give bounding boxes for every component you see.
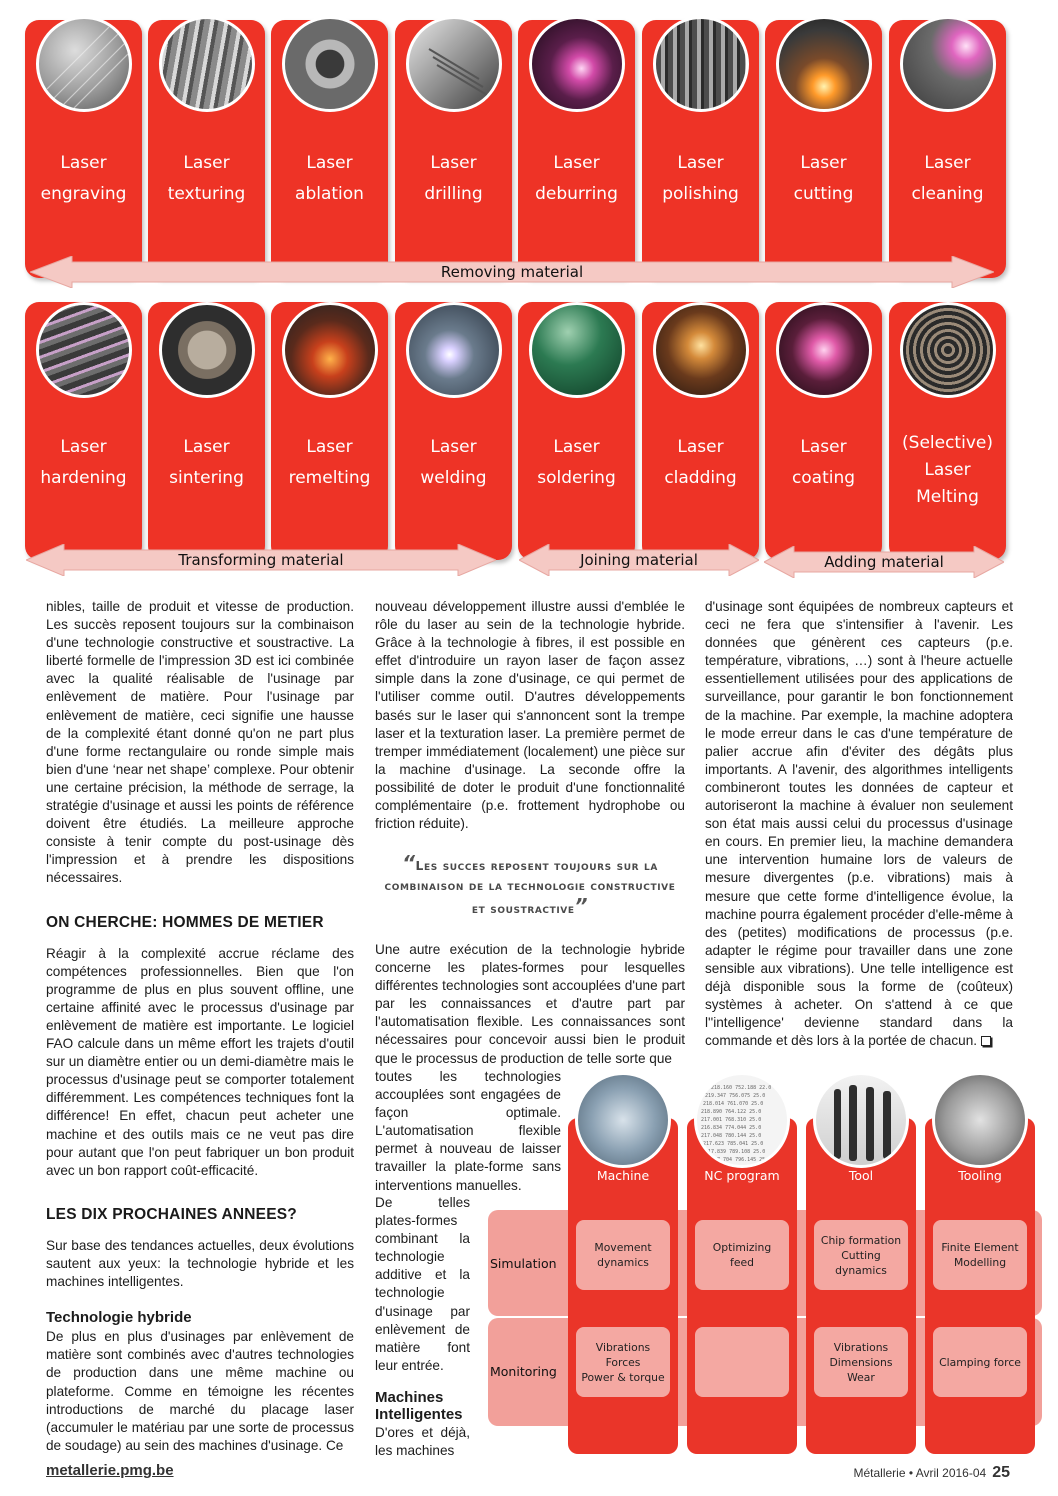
card-laser-engraving [25,20,142,278]
removing-material-arrow [30,256,994,288]
paragraph: nouveau développement illustre aussi d'emblée le rôle du laser au sein de la technologie hybride. Grâce à la technologie à fibres, il est possible en effet d'introduire un rayon laser de façon assez simple dans la zone d'usinage, ce qui permet de l'utiliser comme outil. D'autres développements basés sur le laser qui s'annoncent sont la trempe laser et la texturation laser. La première permet de tremper immédiatement (localement) une pièce sur la machine d'usinage. La seconde offre la possibilité de doter le produit d'une fonctionnalité complémentaire (p.e. frottement hydrophobe ou friction réduite). [375,599,685,832]
cell-simulation-machine: Movement dynamics [576,1220,670,1290]
paragraph: toutes les technologies accouplées sont engagées de façon optimale. L'automatisation flexible permet à nouveau de laisser travailler la plate-forme sans interventions manuelles. [375,1069,561,1193]
svg-text:218.160 752.188 22.0: 218.160 752.188 22.0 [711,1085,772,1091]
svg-text:217.048 780.144 25.0: 217.048 780.144 25.0 [701,1133,762,1139]
machine-photo [575,1072,671,1168]
card-label: Laser cleaning [911,153,984,204]
pull-quote-text: Les succes reposent toujours sur la combinaison de la technologie constructive et soustractive [384,859,676,916]
card-laser-polishing [642,20,759,278]
engraving-photo [36,16,132,112]
cladding-photo [653,302,749,398]
cleaning-photo [900,16,996,112]
column-2-top [375,598,685,833]
open-quote-mark: “ [402,851,416,875]
laser-processes-diagram [0,0,1058,585]
cell-monitoring-tooling: Clamping force [933,1327,1027,1397]
paragraph: d'usinage sont équipées de nombreux capteurs et ceci ne fera que s'intensifier à l'avenir. Les données que génèrent ces capteurs (p.e. température, vibrations, …) sont à l'heure actuelle essentiellement utilisées pour des applications de surveillance, pour garantir le bon fonctionnement de la machine. Par exemple, la machine adoptera le mode erreur dans le cas d'une température de palier accrue afin d'éviter des dégâts plus importants. A l'avenir, des algorithmes intelligents combineront toutes les données de capteur et autoriseront la machine à évaluer non seulement son état mais aussi celui du processus d'usinage en cours. En premier lieu, la machine demandera une intervention humaine lors de valeurs de mesure divergentes (p.e. vibrations) mais à mesure que cette forme d'intelligence évolue, la machine pourra également procéder d'elle-même à des (petites) modifications de processus (p.e. adapter le régime pour travailler dans une zone sensible aux vibrations). Une telle intelligence est déjà disponible sous la forme de (coûteux) systèmes à acheter. On s'attend à ce que l''intelligence' devienne standard dans la commande et dès lors à la portée de chacun. [705,599,1013,1049]
svg-text:217.704 796.145 25.0: 217.704 796.145 25.0 [711,1157,772,1163]
card-label: Laser cladding [664,437,737,488]
pull-quote [376,853,684,919]
column-2-wrap-b [375,1194,470,1460]
card-label: Laser texturing [167,153,246,204]
cutting-photo [776,16,872,112]
subheading: Technologie hybride [46,1309,192,1327]
page-footer [853,1464,1010,1482]
svg-text:219.347 756.075 25.0: 219.347 756.075 25.0 [705,1093,766,1099]
ablation-photo [282,16,378,112]
paragraph: D'ores et déjà, les machines [375,1424,470,1459]
section-heading: ON CHERCHE: HOMMES DE METIER [46,913,324,931]
coating-photo [776,302,872,398]
column-header-tooling: Tooling [958,1168,1002,1183]
card-label: Laser deburring [535,153,618,204]
svg-text:216.834 774.044 25.0: 216.834 774.044 25.0 [701,1125,762,1131]
transforming-material-arrow [26,544,496,576]
joining-material-arrow [519,544,759,576]
sintering-photo [159,302,255,398]
card-laser-drilling [395,20,512,278]
card-laser-deburring [518,20,635,278]
card-laser-welding [395,302,512,560]
column-header-machine: Machine [596,1168,650,1183]
hardening-photo [36,302,132,398]
card-laser-cladding [642,302,759,560]
svg-text:218.890 764.122 25.0: 218.890 764.122 25.0 [701,1109,762,1115]
deburring-photo [529,16,625,112]
arrow-label: Adding material [824,553,944,571]
svg-text:217.623 785.041 25.0: 217.623 785.041 25.0 [703,1141,764,1147]
drilling-photo [406,16,502,112]
arrow-label: Removing material [440,263,584,281]
machining-matrix-figure [484,1072,1044,1456]
cell-monitoring-tool: Vibrations Dimensions Wear [814,1327,908,1397]
tooling-photo [932,1072,1028,1168]
cell-monitoring-machine: Vibrations Forces Power & torque [576,1327,670,1397]
card-label: Laser cutting [793,153,854,204]
subheading: Machines Intelligentes [375,1388,463,1423]
card-laser-cutting [765,20,882,278]
card-label: Laser sintering [169,437,244,488]
close-quote-mark: ” [574,894,589,918]
card-laser-coating [765,302,882,560]
soldering-photo [529,302,625,398]
paragraph: Réagir à la complexité accrue réclame des compétences professionnelles. Bien que l'on programme de plus en plus souvent offline, une certaine affinité avec le processus d'usinage par enlèvement de matière est importante. Le logiciel FAO calcule dans un même effort les trajets d'outil sur un diamètre entier ou un demi-diamètre mais le processus d'usinage peut se comporter totalement différemment. Les compétences techniques font la différence! En effet, chacun peut acheter une machine et des outils mais ce ne veut pas dire pour autant que l'on peut fabriquer un bon produit avec un bon rapport coût-efficacité. [46,945,354,1178]
website-link[interactable]: metallerie.pmg.be [46,1462,174,1479]
welding-photo [406,302,502,398]
paragraph: De telles plates-formes combinant la technologie additive et la technologie d'usinage par enlèvement de matière font leur entrée. [375,1195,470,1373]
column-header-tool: Tool [848,1168,874,1183]
paragraph: nibles, taille de produit et vitesse de production. Les succès reposent toujours sur la combinaison d'une technologie constructive et soustractive. La liberté formelle de l'impression 3D est ici combinée avec la qualité réalisable de l'usinage par enlèvement de matière. Pour l'usinage par enlèvement de matière, ceci signifie une hausse de la complexité étant donné qu'on ne part plus d'une forme rectangulaire ou ronde simple mais bien d'une ‘near net shape’ complexe. Pour obtenir une certaine précision, la méthode de serrage, la stratégie d'usinage et aussi les points de référence doivent être étudiés. La meilleure approche consiste à tenir compte du post-usinage dès l'impression et à prendre les dispositions nécessaires. [46,599,354,886]
arrow-label: Transforming material [178,551,344,569]
column-1 [46,598,354,1455]
texturing-photo [159,16,255,112]
svg-text:217.001 768.310 25.0: 217.001 768.310 25.0 [701,1117,762,1123]
card-label: (Selective) Laser Melting [902,433,993,507]
card-laser-ablation [271,20,388,278]
card-label: Laser coating [791,437,856,488]
card-selective-laser-melting [889,302,1006,560]
melting-photo [900,302,996,398]
card-laser-cleaning [889,20,1006,278]
card-label: Laser welding [420,437,487,488]
adding-material-arrow [764,546,1004,578]
cell-simulation-tooling: Finite Element Modelling [933,1220,1027,1290]
paragraph: De plus en plus d'usinages par enlèvement de matière sont combinés avec d'autres technologies de production dans une même machine ou plateforme. Comme en témoigne les récentes introductions de marché du placage laser (accumuler le matériau par une sorte de processus de soudage) au sein des machines d'usinage. Ce [46,1329,354,1453]
card-label: Laser remelting [288,437,371,488]
polishing-photo [653,16,749,112]
svg-text:217.839 789.108 25.0: 217.839 789.108 25.0 [705,1149,766,1155]
card-laser-sintering [148,302,265,560]
tool-photo [813,1072,909,1168]
remelting-photo [282,302,378,398]
cell-simulation-tool: Chip formation Cutting dynamics [814,1220,908,1290]
end-of-article-icon [981,1036,991,1046]
paragraph: Sur base des tendances actuelles, deux évolutions sautent aux yeux: la technologie hybride et les machines intelligentes. [46,1237,354,1290]
issue-info: Métallerie • Avril 2016-04 [853,1466,987,1480]
paragraph: Une autre exécution de la technologie hybride concerne les plates-formes pour lesquelles différentes technologies sont accouplées d'une part par les connaissances et d'autre part par l'automatisation flexible. Les connaissances sont nécessaires pour concevoir aussi bien le produit que le processus de production de telle sorte que [375,942,685,1066]
page-number: 25 [992,1464,1010,1481]
card-label: Laser polishing [662,153,739,204]
row-label-simulation: Simulation [490,1256,557,1271]
card-laser-soldering [518,302,635,560]
card-label: Laser engraving [40,153,127,204]
column-3 [705,598,1013,1050]
nc-program-photo [694,1072,790,1168]
column-2-middle [375,941,685,1068]
row-label-monitoring: Monitoring [490,1364,557,1379]
cell-simulation-nc-program: Optimizing feed [695,1220,789,1290]
card-label: Laser ablation [295,153,364,204]
card-laser-remelting [271,302,388,560]
svg-text:218.014 761.070 25.0: 218.014 761.070 25.0 [703,1101,764,1107]
arrow-label: Joining material [580,551,698,569]
card-laser-hardening [25,302,142,560]
column-header-nc-program: NC program [704,1168,780,1183]
card-label: Laser soldering [537,437,616,488]
card-label: Laser hardening [40,437,127,488]
section-heading: LES DIX PROCHAINES ANNEES? [46,1205,297,1223]
card-label: Laser drilling [424,153,483,204]
card-laser-texturing [148,20,265,278]
cell-monitoring-nc-program [695,1327,789,1397]
